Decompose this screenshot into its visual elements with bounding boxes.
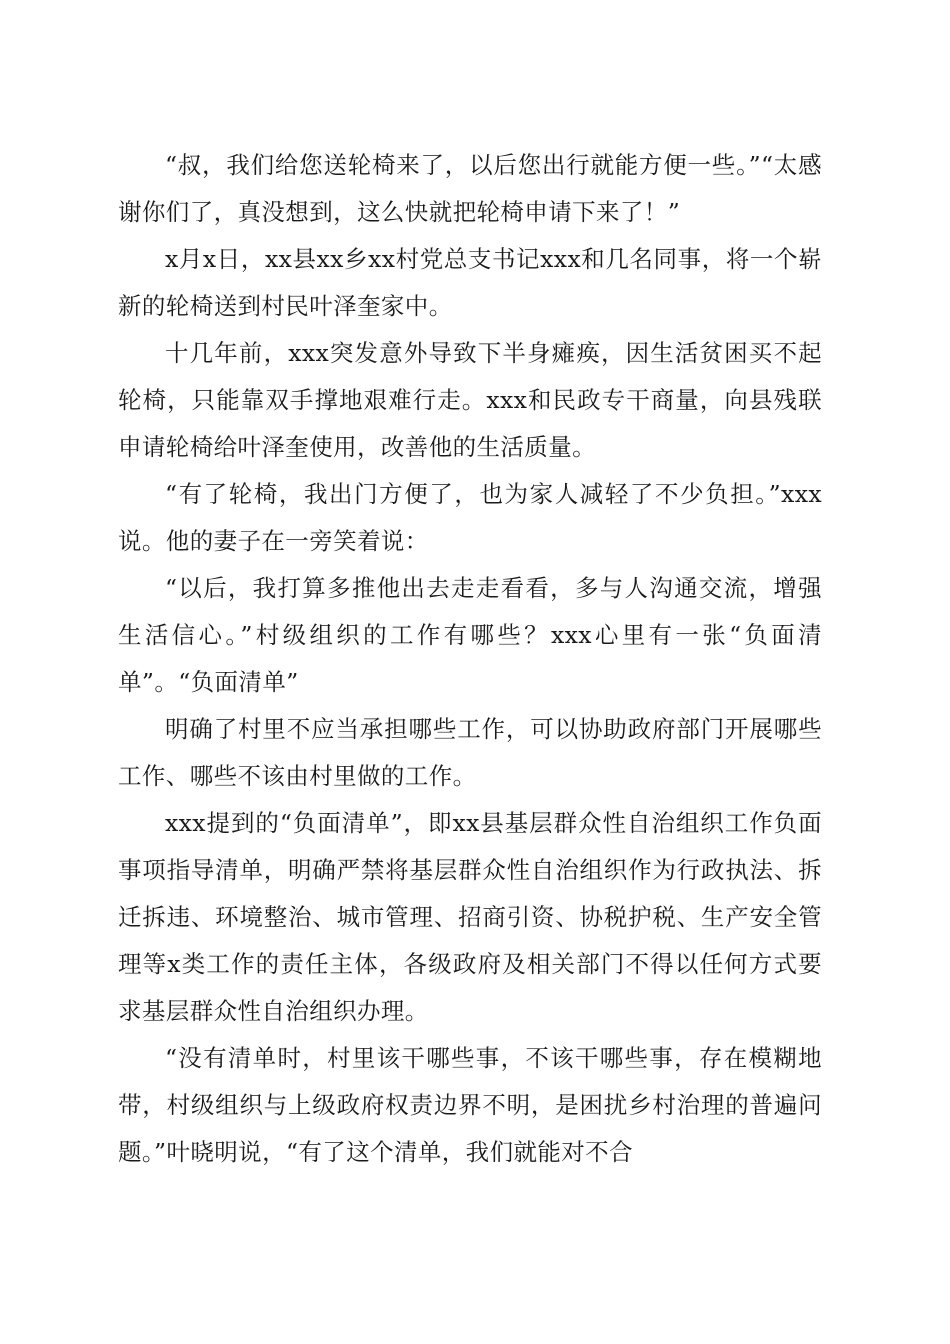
paragraph-3: 十几年前，xxx突发意外导致下半身瘫痪，因生活贫困买不起轮椅，只能靠双手撑地艰难行走。xxx和民政专干商量，向县残联申请轮椅给叶泽奎使用，改善他的生活质量。 (118, 339, 822, 461)
paragraph-1: “叔，我们给您送轮椅来了，以后您出行就能方便一些。”“太感谢你们了，真没想到，这么快就把轮椅申请下来了！” (118, 151, 822, 226)
paragraph-5: “以后，我打算多推他出去走走看看，多与人沟通交流，增强生活信心。”村级组织的工作有哪些？xxx心里有一张“负面清单”。“负面清单” (118, 574, 822, 696)
paragraph-2: x月x日，xx县xx乡xx村党总支书记xxx和几名同事，将一个崭新的轮椅送到村民叶泽奎家中。 (118, 245, 822, 320)
paragraph-4: “有了轮椅，我出门方便了，也为家人减轻了不少负担。”xxx说。他的妻子在一旁笑着说： (118, 480, 822, 555)
document-body (118, 142, 822, 1176)
paragraph-6: 明确了村里不应当承担哪些工作，可以协助政府部门开展哪些工作、哪些不该由村里做的工作。 (118, 715, 822, 790)
paragraph-8: “没有清单时，村里该干哪些事，不该干哪些事，存在模糊地带，村级组织与上级政府权责边界不明，是困扰乡村治理的普遍问题。”叶晓明说，“有了这个清单，我们就能对不合 (118, 1044, 822, 1166)
paragraph-7: xxx提到的“负面清单”，即xx县基层群众性自治组织工作负面事项指导清单，明确严禁将基层群众性自治组织作为行政执法、拆迁拆违、环境整治、城市管理、招商引资、协税护税、生产安全管理等x类工作的责任主体，各级政府及相关部门不得以任何方式要求基层群众性自治组织办理。 (118, 809, 822, 1025)
